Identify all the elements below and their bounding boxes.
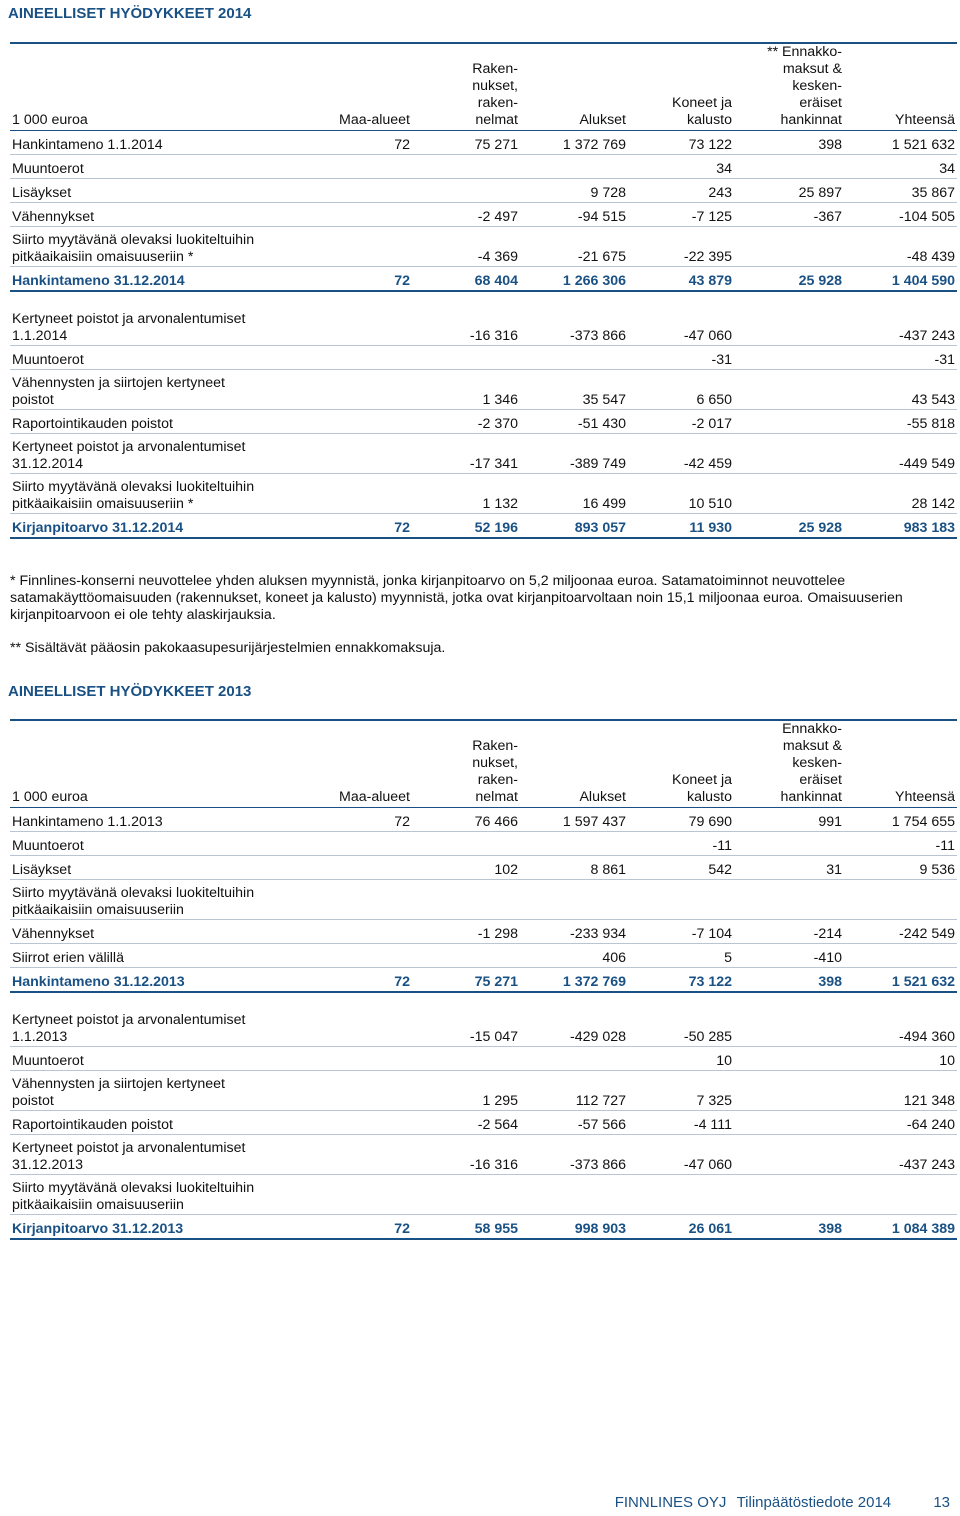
cell-value [520, 1175, 628, 1215]
cell-value: -16 316 [412, 306, 520, 346]
cell-value [412, 880, 520, 920]
cell-value: 9 536 [844, 856, 957, 880]
row-label: Raportointikauden poistot [10, 410, 326, 434]
cell-value: 243 [628, 179, 734, 203]
cell-value [326, 1135, 412, 1175]
table-row [10, 1071, 957, 1111]
cell-value: 1 132 [412, 474, 520, 514]
cell-value: -4 369 [412, 227, 520, 267]
table-header [10, 43, 957, 131]
cell-value [412, 944, 520, 968]
cell-value [412, 346, 520, 370]
column-header: Maa-alueet [326, 720, 412, 808]
table-row [10, 474, 957, 514]
cell-value [412, 1047, 520, 1071]
cell-value [326, 944, 412, 968]
cell-value: 9 728 [520, 179, 628, 203]
cell-value: -47 060 [628, 306, 734, 346]
cell-value: 1 521 632 [844, 968, 957, 992]
cell-value [734, 832, 844, 856]
cell-value [412, 1175, 520, 1215]
column-header: Ennakko- maksut & kesken- eräiset hankinnat [734, 720, 844, 808]
cell-value: -48 439 [844, 227, 957, 267]
cell-value [326, 474, 412, 514]
cell-value: 52 196 [412, 514, 520, 538]
cell-value: 10 510 [628, 474, 734, 514]
cell-value [520, 155, 628, 179]
header-unit-label: 1 000 euroa [10, 43, 326, 131]
cell-value [412, 155, 520, 179]
cell-value [734, 410, 844, 434]
cell-value: 398 [734, 1215, 844, 1239]
cell-value: -4 111 [628, 1111, 734, 1135]
cell-value: -389 749 [520, 434, 628, 474]
row-label: Kertyneet poistot ja arvonalentumiset 31.12.2014 [10, 434, 326, 474]
cell-value: 1 597 437 [520, 808, 628, 832]
cell-value: 34 [844, 155, 957, 179]
cell-value [412, 179, 520, 203]
row-label: Hankintameno 1.1.2014 [10, 131, 326, 155]
cell-value [326, 410, 412, 434]
page-footer [609, 1494, 950, 1511]
cell-value: -64 240 [844, 1111, 957, 1135]
cell-value: 72 [326, 1215, 412, 1239]
cell-value: -449 549 [844, 434, 957, 474]
cell-value [734, 434, 844, 474]
footer-document: Tilinpäätöstiedote 2014 [736, 1494, 892, 1511]
cell-value: 26 061 [628, 1215, 734, 1239]
column-header: Koneet ja kalusto [628, 720, 734, 808]
row-label: Muuntoerot [10, 346, 326, 370]
table-row [10, 1111, 957, 1135]
section-title-2014: AINEELLISET HYÖDYKKEET 2014 [8, 5, 252, 22]
row-label: Siirto myytävänä olevaksi luokiteltuihin pitkäaikaisiin omaisuuseriin * [10, 227, 326, 267]
row-label: Raportointikauden poistot [10, 1111, 326, 1135]
cell-value: -17 341 [412, 434, 520, 474]
cell-value [326, 1175, 412, 1215]
row-label: Kertyneet poistot ja arvonalentumiset 31.12.2013 [10, 1135, 326, 1175]
cell-value: 1 346 [412, 370, 520, 410]
cell-value: 34 [628, 155, 734, 179]
fixed-assets-table-2013 [10, 719, 957, 1240]
cell-value [628, 1175, 734, 1215]
cell-value: 1 404 590 [844, 267, 957, 291]
table-row [10, 346, 957, 370]
row-label: Vähennysten ja siirtojen kertyneet poistot [10, 370, 326, 410]
cell-value [326, 434, 412, 474]
cell-value: -437 243 [844, 306, 957, 346]
table-row [10, 306, 957, 346]
column-header: Maa-alueet [326, 43, 412, 131]
cell-value: 398 [734, 968, 844, 992]
cell-value [326, 1007, 412, 1047]
cell-value: 75 271 [412, 968, 520, 992]
row-label: Hankintameno 1.1.2013 [10, 808, 326, 832]
cell-value: 72 [326, 267, 412, 291]
row-label: Vähennykset [10, 203, 326, 227]
cell-value [734, 346, 844, 370]
table-row [10, 944, 957, 968]
cell-value [326, 856, 412, 880]
cell-value [734, 370, 844, 410]
cell-value [734, 1007, 844, 1047]
cell-value: 5 [628, 944, 734, 968]
row-label: Kirjanpitoarvo 31.12.2014 [10, 514, 326, 538]
row-label: Muuntoerot [10, 832, 326, 856]
cell-value: 121 348 [844, 1071, 957, 1111]
cell-value: 1 266 306 [520, 267, 628, 291]
cell-value: 25 928 [734, 514, 844, 538]
cell-value: 991 [734, 808, 844, 832]
table-row [10, 131, 957, 155]
cell-value: 73 122 [628, 131, 734, 155]
cell-value: 25 928 [734, 267, 844, 291]
cell-value [326, 1071, 412, 1111]
cell-value: -21 675 [520, 227, 628, 267]
cell-value: 76 466 [412, 808, 520, 832]
row-label: Kertyneet poistot ja arvonalentumiset 1.1.2014 [10, 306, 326, 346]
cell-value [734, 1071, 844, 1111]
cell-value: -242 549 [844, 920, 957, 944]
cell-value [844, 1175, 957, 1215]
cell-value [326, 880, 412, 920]
total-row [10, 1215, 957, 1239]
cell-value: 10 [628, 1047, 734, 1071]
total-row [10, 514, 957, 538]
cell-value: 43 879 [628, 267, 734, 291]
cell-value: -373 866 [520, 306, 628, 346]
cell-value [734, 1111, 844, 1135]
cell-value: -2 370 [412, 410, 520, 434]
cell-value: 1 521 632 [844, 131, 957, 155]
cell-value: 72 [326, 514, 412, 538]
table-row [10, 880, 957, 920]
footnotes [10, 573, 950, 657]
cell-value [520, 832, 628, 856]
footnote-2: ** Sisältävät pääosin pakokaasupesurijärjestelmien ennakkomaksuja. [10, 640, 446, 656]
cell-value: -50 285 [628, 1007, 734, 1047]
cell-value [734, 474, 844, 514]
cell-value: 406 [520, 944, 628, 968]
cell-value: -42 459 [628, 434, 734, 474]
cell-value [326, 370, 412, 410]
cell-value [520, 346, 628, 370]
cell-value: 43 543 [844, 370, 957, 410]
footer-company: FINNLINES OYJ [614, 1494, 727, 1511]
cell-value: -22 395 [628, 227, 734, 267]
cell-value: 542 [628, 856, 734, 880]
cell-value: -2 564 [412, 1111, 520, 1135]
table-header [10, 720, 957, 808]
row-label: Kirjanpitoarvo 31.12.2013 [10, 1215, 326, 1239]
table-row [10, 808, 957, 832]
cell-value: 72 [326, 808, 412, 832]
cell-value: 73 122 [628, 968, 734, 992]
cell-value: 16 499 [520, 474, 628, 514]
cell-value: 68 404 [412, 267, 520, 291]
row-label: Muuntoerot [10, 155, 326, 179]
cell-value: 893 057 [520, 514, 628, 538]
cell-value: -16 316 [412, 1135, 520, 1175]
table-row [10, 1175, 957, 1215]
cell-value: 72 [326, 131, 412, 155]
cell-value [326, 920, 412, 944]
cell-value [326, 1047, 412, 1071]
table-row [10, 370, 957, 410]
cell-value: 11 930 [628, 514, 734, 538]
cell-value: 75 271 [412, 131, 520, 155]
footer-page-number: 13 [933, 1494, 950, 1511]
cell-value: 102 [412, 856, 520, 880]
cell-value: -57 566 [520, 1111, 628, 1135]
cell-value: 983 183 [844, 514, 957, 538]
cell-value: 1 372 769 [520, 968, 628, 992]
cell-value: -437 243 [844, 1135, 957, 1175]
row-label: Siirto myytävänä olevaksi luokiteltuihin pitkäaikaisiin omaisuuseriin [10, 1175, 326, 1215]
row-label: Vähennysten ja siirtojen kertyneet poistot [10, 1071, 326, 1111]
cell-value [520, 880, 628, 920]
cell-value [326, 203, 412, 227]
cell-value [412, 832, 520, 856]
header-unit-label: 1 000 euroa [10, 720, 326, 808]
table-row [10, 203, 957, 227]
row-label: Lisäykset [10, 179, 326, 203]
cell-value: 28 142 [844, 474, 957, 514]
cell-value: -11 [844, 832, 957, 856]
cell-value: -429 028 [520, 1007, 628, 1047]
cell-value: -2 497 [412, 203, 520, 227]
row-label: Hankintameno 31.12.2014 [10, 267, 326, 291]
cell-value: 398 [734, 131, 844, 155]
cell-value: 31 [734, 856, 844, 880]
cell-value [326, 306, 412, 346]
cell-value: -367 [734, 203, 844, 227]
cell-value: -373 866 [520, 1135, 628, 1175]
cell-value [326, 346, 412, 370]
cell-value [844, 880, 957, 920]
table-row [10, 1007, 957, 1047]
cell-value [734, 1135, 844, 1175]
cell-value [326, 1111, 412, 1135]
cell-value: -31 [844, 346, 957, 370]
cell-value [734, 880, 844, 920]
cell-value: -7 104 [628, 920, 734, 944]
cell-value: 7 325 [628, 1071, 734, 1111]
table-row [10, 434, 957, 474]
cell-value [326, 179, 412, 203]
cell-value: 25 897 [734, 179, 844, 203]
column-header: Koneet ja kalusto [628, 43, 734, 131]
cell-value: 1 295 [412, 1071, 520, 1111]
column-header: Raken- nukset, raken- nelmat [412, 720, 520, 808]
cell-value [734, 306, 844, 346]
cell-value: 1 372 769 [520, 131, 628, 155]
row-label: Hankintameno 31.12.2013 [10, 968, 326, 992]
cell-value [326, 227, 412, 267]
cell-value: 79 690 [628, 808, 734, 832]
cell-value: 1 754 655 [844, 808, 957, 832]
table-row [10, 179, 957, 203]
column-header: Yhteensä [844, 720, 957, 808]
cell-value: -51 430 [520, 410, 628, 434]
row-spacer [10, 291, 957, 306]
cell-value: 35 547 [520, 370, 628, 410]
column-header: Raken- nukset, raken- nelmat [412, 43, 520, 131]
cell-value: 6 650 [628, 370, 734, 410]
cell-value: 8 861 [520, 856, 628, 880]
cell-value: -233 934 [520, 920, 628, 944]
column-header: Alukset [520, 43, 628, 131]
cell-value: 10 [844, 1047, 957, 1071]
cell-value [326, 832, 412, 856]
cell-value: -410 [734, 944, 844, 968]
table-row [10, 856, 957, 880]
cell-value [326, 155, 412, 179]
cell-value: 35 867 [844, 179, 957, 203]
cell-value [734, 1175, 844, 1215]
column-header: Yhteensä [844, 43, 957, 131]
total-row [10, 968, 957, 992]
table-row [10, 1047, 957, 1071]
row-label: Siirto myytävänä olevaksi luokiteltuihin pitkäaikaisiin omaisuuseriin * [10, 474, 326, 514]
cell-value: -55 818 [844, 410, 957, 434]
cell-value: -7 125 [628, 203, 734, 227]
cell-value: 998 903 [520, 1215, 628, 1239]
cell-value: -94 515 [520, 203, 628, 227]
row-label: Kertyneet poistot ja arvonalentumiset 1.1.2013 [10, 1007, 326, 1047]
table-row [10, 410, 957, 434]
fixed-assets-table-2014 [10, 42, 957, 539]
section-title-2013: AINEELLISET HYÖDYKKEET 2013 [8, 683, 252, 700]
cell-value: -31 [628, 346, 734, 370]
row-label: Siirrot erien välillä [10, 944, 326, 968]
cell-value: -47 060 [628, 1135, 734, 1175]
cell-value: -2 017 [628, 410, 734, 434]
cell-value [734, 155, 844, 179]
table-row [10, 832, 957, 856]
cell-value: -494 360 [844, 1007, 957, 1047]
cell-value [734, 1047, 844, 1071]
row-label: Lisäykset [10, 856, 326, 880]
row-label: Siirto myytävänä olevaksi luokiteltuihin pitkäaikaisiin omaisuuseriin [10, 880, 326, 920]
cell-value: 58 955 [412, 1215, 520, 1239]
cell-value [520, 1047, 628, 1071]
row-label: Muuntoerot [10, 1047, 326, 1071]
cell-value: 1 084 389 [844, 1215, 957, 1239]
cell-value: 72 [326, 968, 412, 992]
footnote-1: * Finnlines-konserni neuvottelee yhden aluksen myynnistä, jonka kirjanpitoarvo on 5,2 miljoonaa euroa. Satamatoiminnot neuvottelee satamakäyttöomaisuuden (rakennukset, koneet ja kalusto) myynnistä, jotka ovat kirjanpitoarvoltaan noin 15,1 miljoonaa euroa. Omaisuuserien kirjanpitoarvoon ei ole tehty alaskirjauksia. [10, 573, 903, 623]
cell-value: -11 [628, 832, 734, 856]
total-row [10, 267, 957, 291]
table-row [10, 920, 957, 944]
column-header: Alukset [520, 720, 628, 808]
cell-value [844, 944, 957, 968]
cell-value: -104 505 [844, 203, 957, 227]
cell-value: 112 727 [520, 1071, 628, 1111]
table-row [10, 1135, 957, 1175]
cell-value [734, 227, 844, 267]
cell-value [628, 880, 734, 920]
row-spacer [10, 992, 957, 1007]
cell-value: -214 [734, 920, 844, 944]
table-row [10, 227, 957, 267]
table-row [10, 155, 957, 179]
cell-value: -1 298 [412, 920, 520, 944]
column-header: ** Ennakko- maksut & kesken- eräiset hankinnat [734, 43, 844, 131]
row-label: Vähennykset [10, 920, 326, 944]
cell-value: -15 047 [412, 1007, 520, 1047]
